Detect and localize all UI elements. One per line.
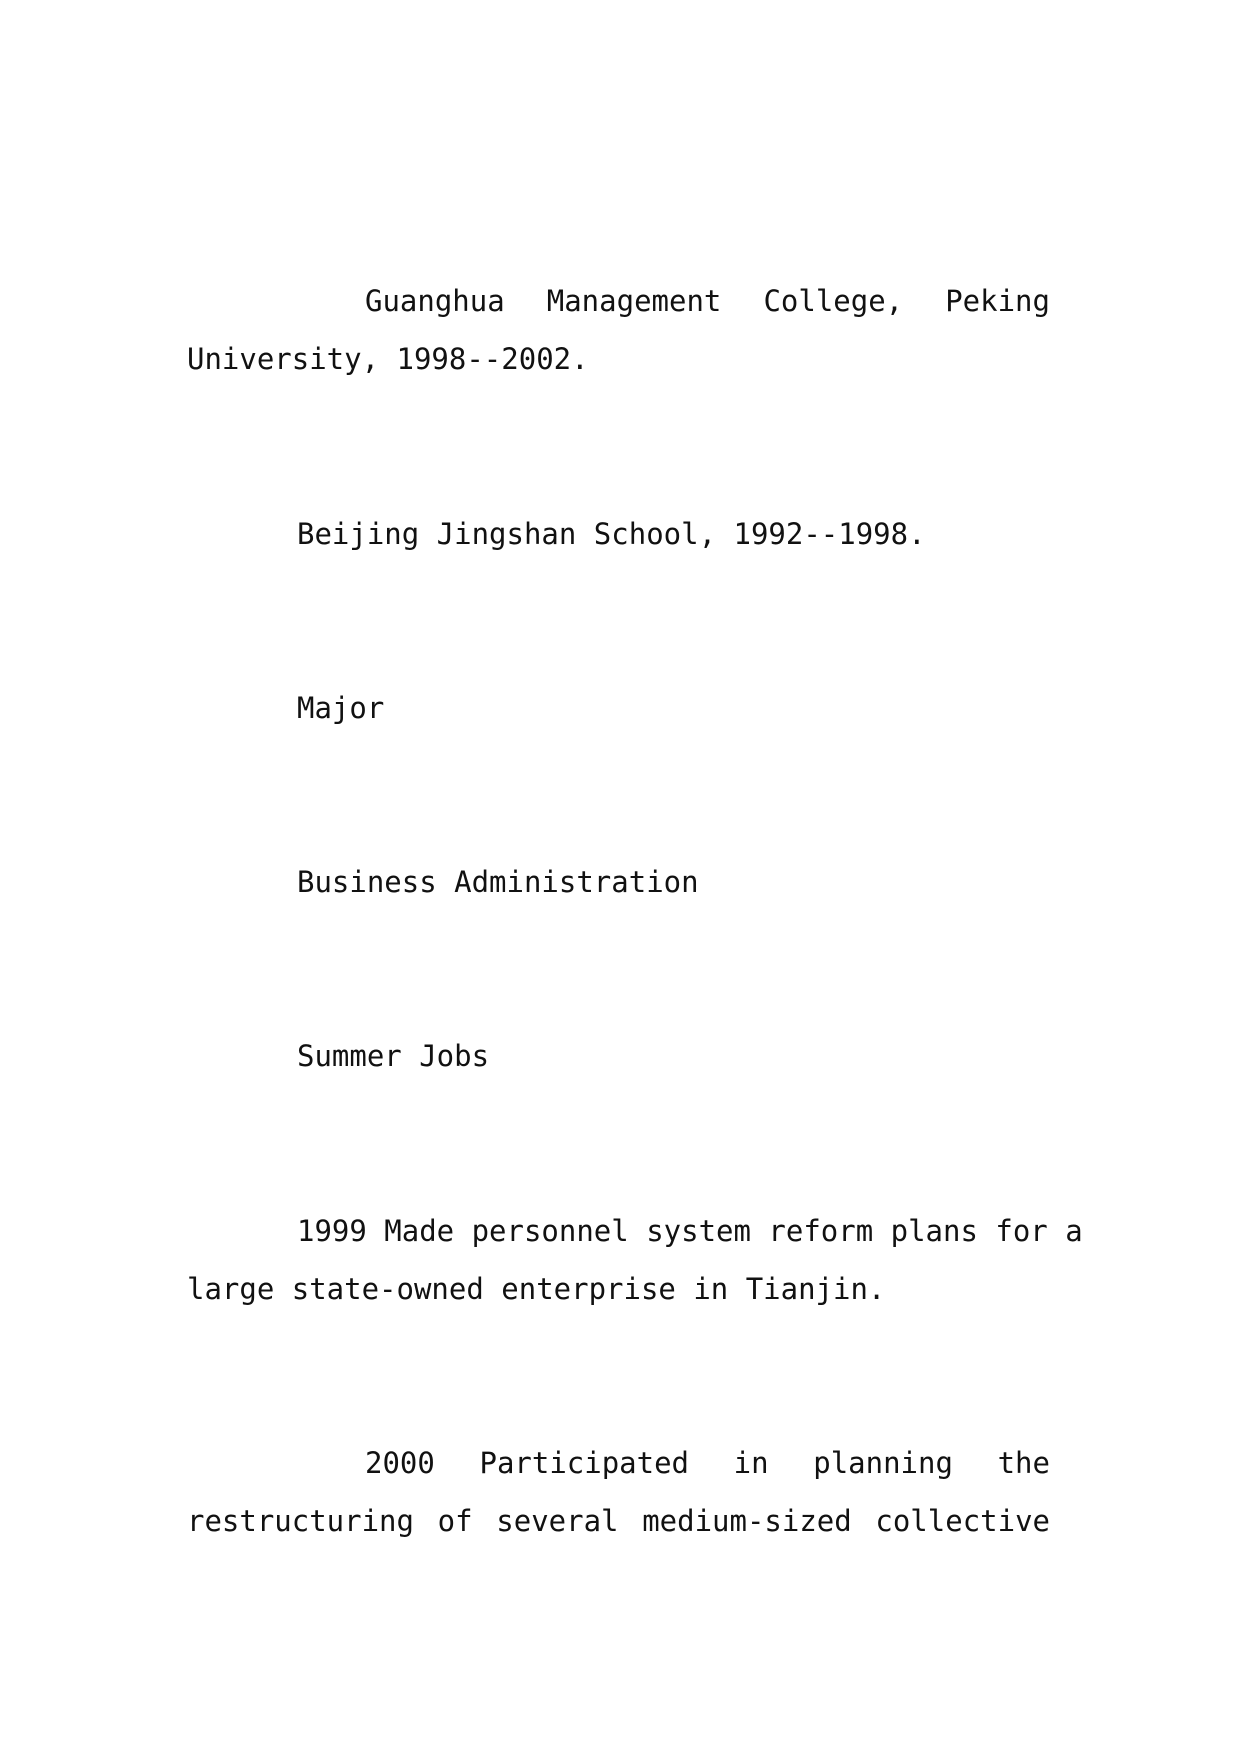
education-university-paragraph — [187, 272, 1050, 388]
paragraph-line: Beijing Jingshan School, 1992--1998. — [297, 517, 926, 551]
word: planning — [813, 1446, 953, 1480]
word: 2000 — [365, 1446, 435, 1480]
paragraph-line: Summer Jobs — [297, 1039, 490, 1073]
summer-job-1999-paragraph — [187, 1202, 1083, 1318]
paragraph-line: large state-owned enterprise in Tianjin. — [187, 1272, 886, 1306]
word: medium-sized — [642, 1504, 852, 1538]
paragraph-line — [187, 272, 1050, 330]
paragraph-line: Business Administration — [297, 865, 699, 899]
paragraph-line — [187, 1434, 1050, 1492]
word: College, — [763, 284, 904, 318]
paragraph-line — [187, 1492, 1050, 1550]
word: collective — [875, 1504, 1050, 1538]
education-school-paragraph — [187, 505, 1050, 563]
paragraph-line: 1999 Made personnel system reform plans for a — [297, 1214, 1083, 1248]
word: Management — [546, 284, 722, 318]
word: several — [496, 1504, 619, 1538]
paragraph-line: University, 1998--2002. — [187, 342, 589, 376]
major-heading — [187, 679, 1050, 737]
word: in — [733, 1446, 769, 1480]
major-value — [187, 853, 1050, 911]
paragraph-line: Major — [297, 691, 385, 725]
word: restructuring — [187, 1504, 414, 1538]
summer-job-2000-paragraph — [187, 1434, 1050, 1550]
word: Peking — [945, 284, 1050, 318]
summer-jobs-heading — [187, 1027, 1050, 1085]
word: Guanghua — [365, 284, 505, 318]
word: of — [437, 1504, 473, 1538]
word: Participated — [479, 1446, 690, 1480]
word: the — [997, 1446, 1050, 1480]
